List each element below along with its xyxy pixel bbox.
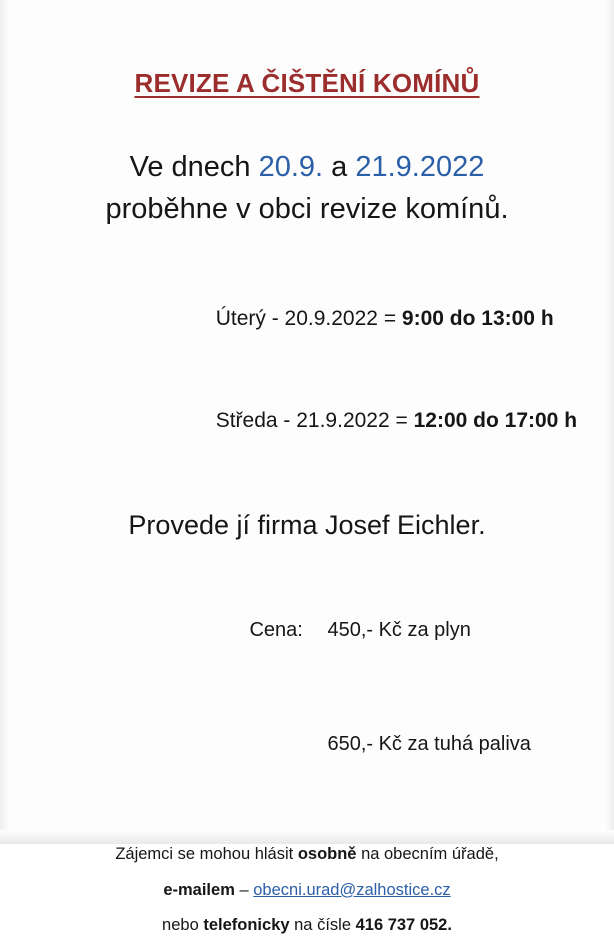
schedule-day: Úterý bbox=[215, 307, 266, 331]
phone-number: 416 737 052. bbox=[355, 916, 452, 935]
lead-text-part1: Ve dnech bbox=[129, 151, 259, 183]
price-block bbox=[97, 541, 531, 801]
price-label: Cena: bbox=[249, 619, 303, 642]
lead-paragraph bbox=[28, 99, 586, 230]
lead-line-two: proběhne v obci revize komínů. bbox=[105, 193, 509, 226]
schedule-hours: 12:00 do 17:00 h bbox=[413, 409, 578, 433]
contact-text-a: nebo bbox=[162, 916, 204, 935]
contact-line-phone bbox=[28, 908, 586, 943]
contact-line-email bbox=[28, 873, 586, 908]
schedule-block bbox=[97, 230, 578, 472]
schedule-date: 20.9.2022 bbox=[284, 307, 378, 331]
contact-dash: – bbox=[234, 880, 254, 899]
contact-text-a: Zájemci se mohou hlásit bbox=[115, 845, 298, 864]
lead-date-second: 21.9.2022 bbox=[355, 151, 485, 183]
contact-text-c: na obecním úřadě, bbox=[356, 845, 499, 864]
price-row bbox=[205, 687, 531, 801]
contact-label-email: e-mailem bbox=[163, 880, 235, 899]
price-value: 450,- Kč za plyn bbox=[327, 619, 471, 642]
schedule-sep2: = bbox=[389, 409, 414, 433]
schedule-hours: 9:00 do 13:00 h bbox=[401, 307, 554, 331]
schedule-sep1: - bbox=[265, 307, 285, 331]
page-title: REVIZE A ČIŠTĚNÍ KOMÍNŮ bbox=[134, 68, 480, 98]
lead-text-part2: a bbox=[323, 151, 356, 183]
email-link[interactable]: obecni.urad@zalhostice.cz bbox=[253, 880, 451, 899]
lead-date-first: 20.9. bbox=[258, 151, 324, 183]
contact-emphasis-phone: telefonicky bbox=[203, 916, 290, 935]
schedule-sep1: - bbox=[277, 409, 297, 433]
schedule-row bbox=[169, 268, 554, 370]
schedule-date: 21.9.2022 bbox=[296, 409, 390, 433]
schedule-day: Středa bbox=[215, 409, 278, 433]
contact-text-c: na čísle bbox=[289, 916, 356, 935]
price-row bbox=[205, 573, 517, 687]
contact-emphasis-in-person: osobně bbox=[297, 845, 357, 864]
schedule-row bbox=[169, 370, 578, 472]
contact-line-in-person bbox=[28, 837, 586, 872]
schedule-sep2: = bbox=[377, 307, 402, 331]
price-value: 650,- Kč za tuhá paliva bbox=[327, 733, 531, 756]
provider-line: Provede jí firma Josef Eichler. bbox=[128, 510, 486, 541]
contact-block bbox=[28, 801, 586, 943]
